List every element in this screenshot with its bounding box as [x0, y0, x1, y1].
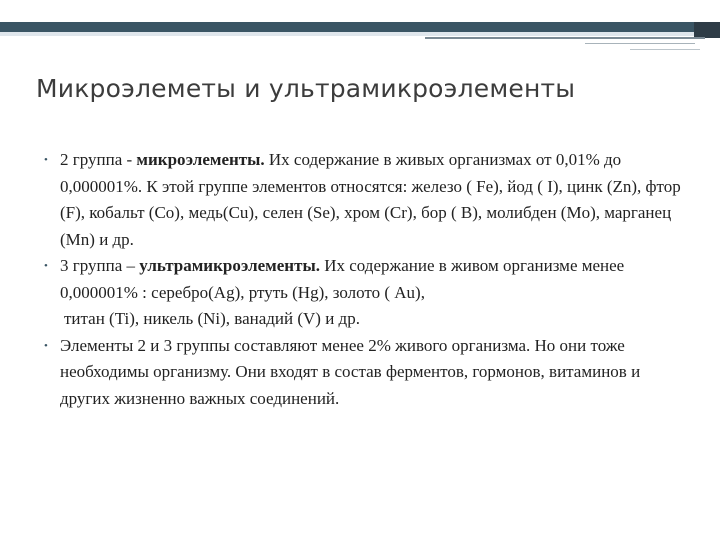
bullet-bold-term: микроэлементы. [136, 150, 265, 169]
bullet-text: Их содержание в живом организме менее 0,000001% : серебро(Ag), ртуть (Hg), золото ( Au), [60, 256, 625, 302]
bullet-icon: • [44, 260, 48, 272]
bullet-icon: • [44, 339, 48, 352]
decor-line [585, 43, 695, 44]
top-decor-bar [0, 22, 694, 32]
bullet-text: Их содержание в живых организмах от 0,01% до 0,000001%. К этой группе элементов относятся: железо ( Fe), йод ( I), цинк (Zn), фтор (F), кобальт (Co), медь(Cu), селен (Se), хром (Cr), бор ( B), молибден (Mo), марганец (Mn) и др. [60, 150, 681, 249]
slide-body [44, 147, 684, 412]
bullet-lead: 3 группа – [60, 256, 140, 275]
bullet-item [44, 253, 684, 333]
bullet-item [44, 333, 684, 413]
slide-title: Микроэлеметы и ультрамикроэлементы [36, 74, 576, 103]
bullet-bold-term: ультрамикроэлементы. [139, 256, 320, 275]
bullet-icon: • [44, 154, 48, 166]
bullet-text: Элементы 2 и 3 группы составляют менее 2% живого организма. Но они тоже необходимы организму. Они входят в состав ферментов, гормонов, витаминов и других жизненно важных соединений. [60, 335, 641, 408]
bullet-item [44, 147, 684, 253]
bullet-lead: 2 группа - [60, 150, 137, 169]
decor-line [425, 37, 705, 39]
top-decor-corner [694, 22, 720, 38]
decor-line [630, 49, 700, 50]
bullet-continuation: титан (Ti), никель (Ni), ванадий (V) и др. [64, 309, 360, 328]
